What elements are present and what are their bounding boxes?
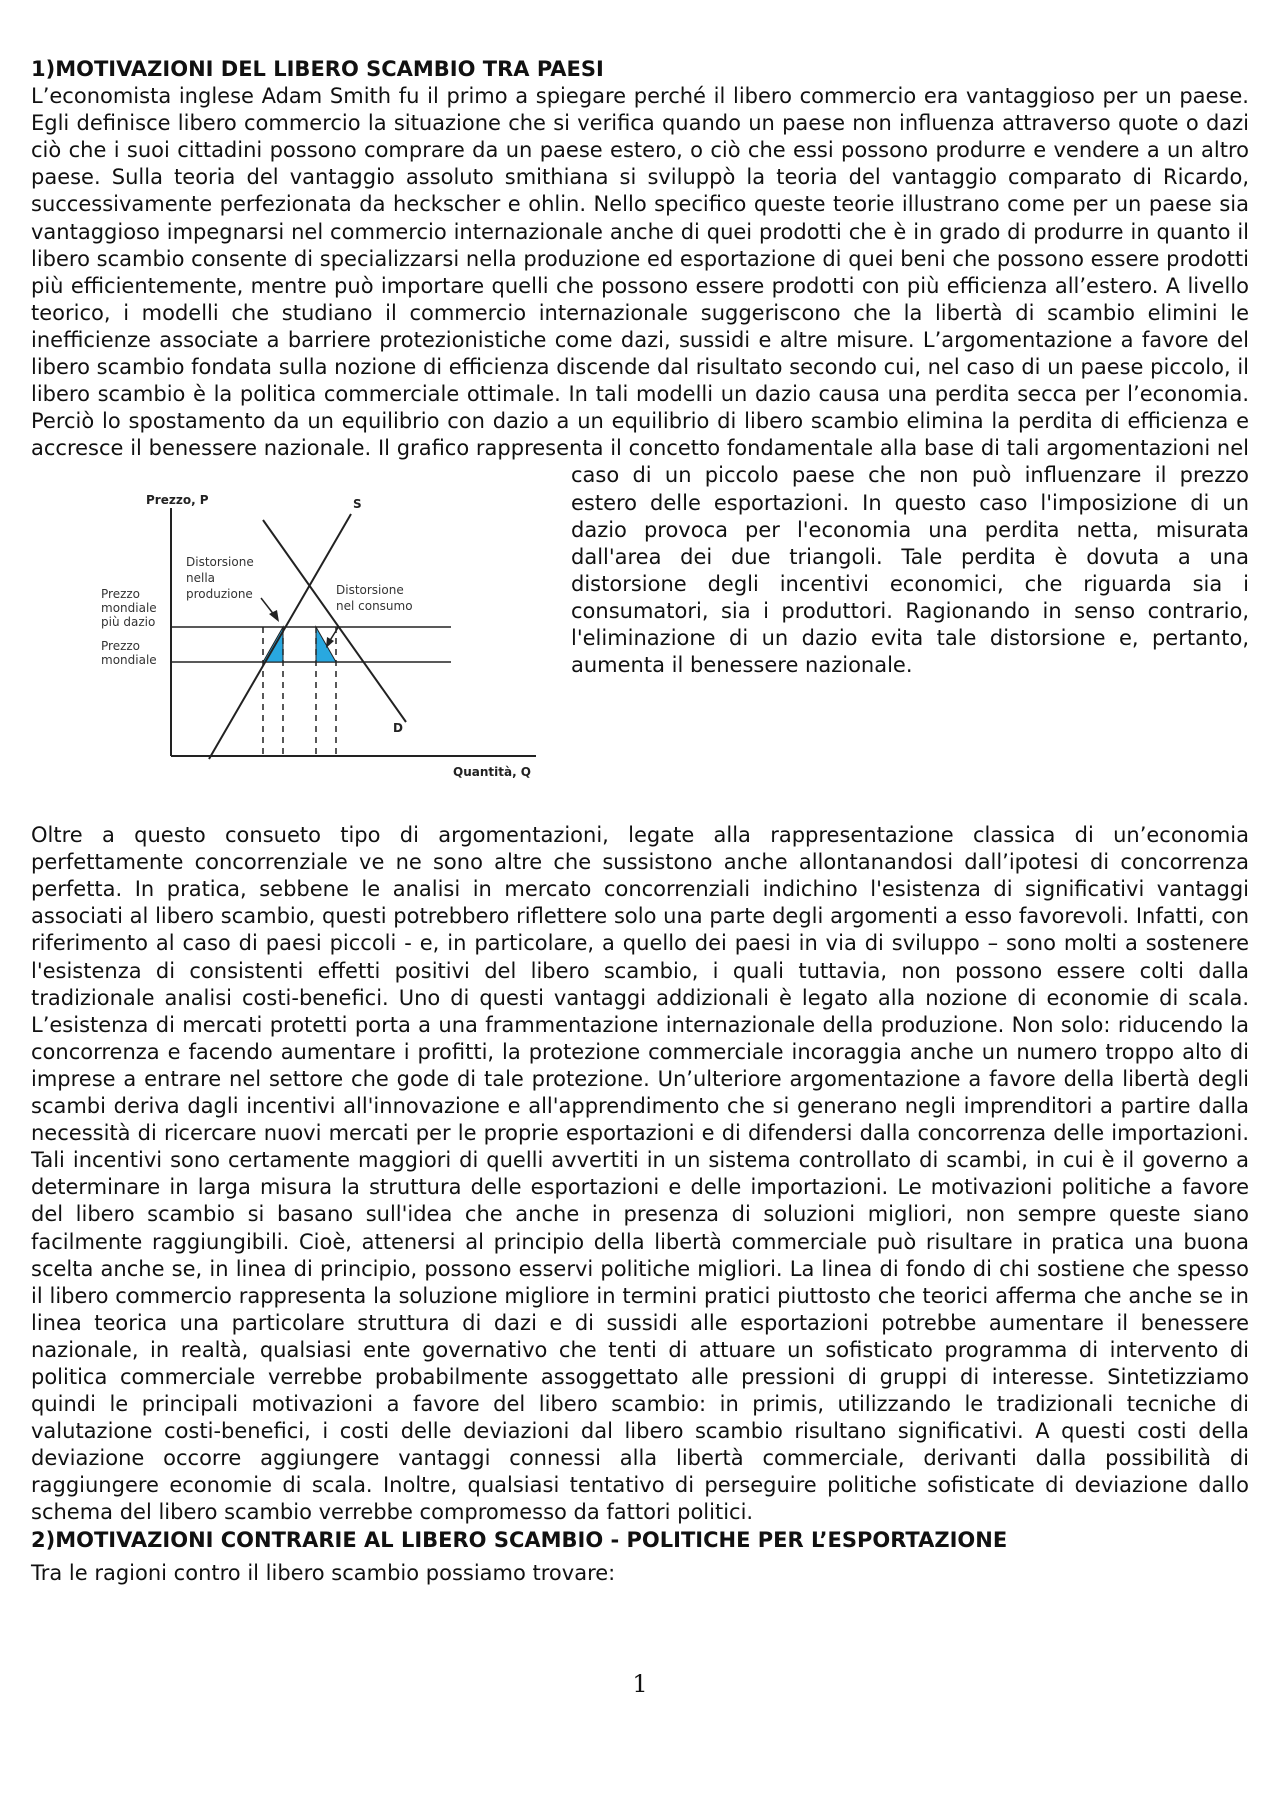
figure-placeholder <box>31 476 553 822</box>
document-page <box>31 56 1249 1587</box>
x-axis-label: Quantità, Q <box>453 765 532 780</box>
supply-label: S <box>353 497 362 512</box>
section-1-heading: 1)MOTIVAZIONI DEL LIBERO SCAMBIO TRA PAESI <box>31 57 604 81</box>
demand-label: D <box>393 721 403 736</box>
world-price-label: Prezzo <box>101 639 141 654</box>
production-distortion-label: nella <box>186 571 216 586</box>
tariff-price-label: più dazio <box>101 615 156 630</box>
section-2-intro: Tra le ragioni contro il libero scambio possiamo trovare: <box>31 1560 616 1585</box>
production-distortion-label: Distorsione <box>186 555 254 570</box>
consumption-distortion-label: Distorsione <box>336 583 404 598</box>
section-1-paragraph-2: Oltre a questo consueto tipo di argomentazioni, legate alla rappresentazione classica di un’economia perfettamente concorrenziale ve ne sono altre che sussistono anche allontanandosi dall’ipotesi di concorrenza perfetta. In pratica, sebbene le analisi in mercato concorrenziali indichino l'esistenza di significativi vantaggi associati al libero scambio, questi potrebbero riflettere solo una parte degli argomenti a esso favorevoli. Infatti, con riferimento al caso di paesi piccoli - e, in particolare, a quello dei paesi in via di sviluppo – sono molti a sostenere l'esistenza di consistenti effetti positivi del libero scambio, i quali tuttavia, non possono essere colti dalla tradizionale analisi costi-benefici. Uno di questi vantaggi addizionali è legato alla nozione di economie di scala. L’esistenza di mercati protetti porta a una frammentazione internazionale della produzione. Non solo: riducendo la concorrenza e facendo aumentare i profitti, la protezione commerciale incoraggia anche un numero troppo alto di imprese a entrare nel settore che gode di tale protezione. Un’ulteriore argomentazione a favore della libertà degli scambi deriva dagli incentivi all'innovazione e all'apprendimento che si generano negli imprenditori a partire dalla necessità di ricercare nuovi mercati per le proprie esportazioni e di difendersi dalla concorrenza delle importazioni. Tali incentivi sono certamente maggiori di quelli avvertiti in un sistema controllato di scambi, in cui è il governo a determinare in larga misura la struttura delle esportazioni e delle importazioni. Le motivazioni politiche a favore del libero scambio si basano sull'idea che anche in presenza di soluzioni migliori, non sempre queste siano facilmente raggiungibili. Cioè, attenersi al principio della libertà commerciale può risultare in pratica una buona scelta anche se, in linea di principio, possono esservi politiche migliori. La linea di fondo di chi sostiene che spesso il libero commercio rappresenta la soluzione migliore in termini pratici piuttosto che teorici afferma che anche se in linea teorica una particolare struttura di dazi e di sussidi alle esportazioni potrebbe aumentare il benessere nazionale, in realtà, qualsiasi ente governativo che tenti di attuare un sofisticato programma di intervento di politica commerciale verrebbe probabilmente assoggettato alle pressioni di gruppi di interesse. Sintetizziamo quindi le principali motivazioni a favore del libero scambio: in primis, utilizzando le tradizionali tecniche di valutazione costi-benefici, i costi delle deviazioni dal libero scambio risultano significativi. A questi costi della deviazione occorre aggiungere vantaggi connessi alla libertà commerciale, derivanti dalla possibilità di raggiungere economie di scala. Inoltre, qualsiasi tentativo di perseguire politiche sofisticate di deviazione dallo schema del libero scambio verrebbe compromesso da fattori politici. <box>31 823 1249 1525</box>
tariff-price-label: mondiale <box>101 601 157 616</box>
page-number: 1 <box>632 1670 648 1698</box>
supply-curve <box>209 514 351 759</box>
section-2-heading: 2)MOTIVAZIONI CONTRARIE AL LIBERO SCAMBIO - POLITICHE PER L’ESPORTAZIONE <box>31 1527 1008 1552</box>
section-1-paragraph-1: L’economista inglese Adam Smith fu il primo a spiegare perché il libero commercio era vantaggioso per un paese. Egli definisce libero commercio la situazione che si verifica quando un paese non influenza attraverso quote o dazi ciò che i suoi cittadini possono comprare da un paese estero, o ciò che essi possono produrre e vendere a un altro paese. Sulla teoria del vantaggio assoluto smithiana si sviluppò la teoria del vantaggio comparato di Ricardo, successivamente perfezionata da heckscher e ohlin. Nello specifico queste teorie illustrano come per un paese sia vantaggioso impegnarsi nel commercio internazionale anche di quei prodotti che è in grado di produrre in quanto il libero scambio consente di specializzarsi nella produzione ed esportazione di quei beni che possono essere prodotti più efficientemente, mentre può importare quelli che possono essere prodotti con più efficienza all’estero. A livello teorico, i modelli che studiano il commercio internazionale suggeriscono che la libertà di scambio elimini le inefficienze associate a barriere protezionistiche come dazi, sussidi e altre misure. L’argomentazione a favore del libero scambio fondata sulla nozione di efficienza discende dal risultato secondo cui, nel caso di un paese piccolo, il libero scambio è la politica commerciale ottimale. In tali modelli un dazio causa una perdita secca per l’economia. Perciò lo spostamento da un equilibrio con dazio a un equilibrio di libero scambio elimina la perdita di efficienza e accresce il benessere nazionale. Il grafico rappresenta il concetto fondamentale alla base di tali argomentazioni nel caso di un piccolo paese che non può influenzare il prezzo estero delle esportazioni. In questo caso l'imposizione di un dazio provoca per l'economia una perdita netta, misurata dall'area dei due triangoli. Tale perdita è dovuta a una distorsione degli incentivi economici, che riguarda sia i consumatori, sia i produttori. Ragionando in senso contrario, l'eliminazione di un dazio evita tale distorsione e, pertanto, aumenta il benessere nazionale. <box>31 84 1249 678</box>
world-price-label: mondiale <box>101 653 157 668</box>
y-axis-label: Prezzo, P <box>146 494 209 508</box>
consumption-triangle <box>316 627 336 662</box>
demand-curve <box>263 520 406 722</box>
tariff-price-label: Prezzo <box>101 587 141 602</box>
text-with-figure <box>31 83 1249 1526</box>
production-distortion-label: produzione <box>186 587 253 602</box>
consumption-arrowhead <box>326 637 334 648</box>
tariff-diagram <box>31 494 553 784</box>
consumption-distortion-label: nel consumo <box>336 599 413 614</box>
production-arrowhead <box>269 610 279 622</box>
production-triangle <box>263 627 283 662</box>
